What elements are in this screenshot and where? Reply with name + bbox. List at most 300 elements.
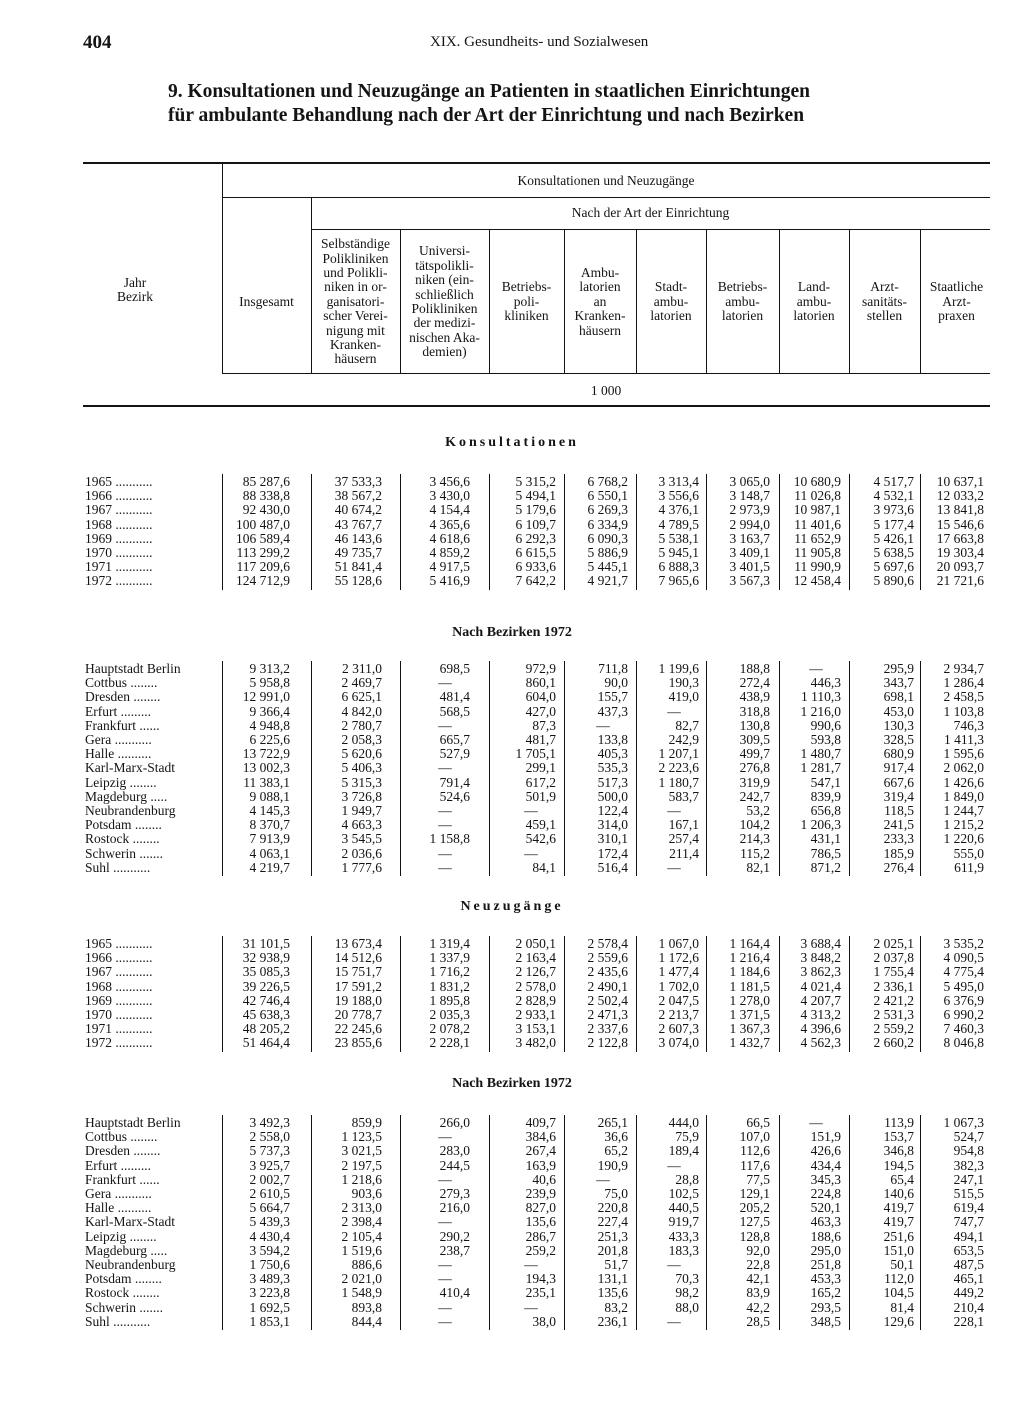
cell-value: 2 558,0 — [249, 1129, 290, 1145]
cell-value: 92 430,0 — [242, 502, 290, 518]
cell-value: 6 225,6 — [249, 732, 290, 747]
cell-value: 37 533,3 — [334, 474, 382, 489]
cell-value: 343,7 — [883, 675, 914, 691]
table-row — [0, 747, 1024, 761]
cell-value: 4 313,2 — [800, 1007, 841, 1022]
cell-value: 2 559,6 — [587, 950, 628, 966]
cell-value: 1 692,5 — [249, 1299, 290, 1315]
cell-value: 346,8 — [883, 1143, 914, 1159]
cell-value: 844,4 — [351, 1313, 382, 1329]
cell-value: 1 367,3 — [729, 1021, 770, 1037]
cell-value: 4 517,7 — [873, 474, 914, 489]
column-divider — [849, 1115, 850, 1330]
cell-value: 190,3 — [668, 675, 699, 691]
cell-value: 83,9 — [746, 1285, 770, 1301]
cell-value: — — [809, 1115, 823, 1130]
page-number: 404 — [83, 32, 112, 53]
cell-value: 1 750,6 — [249, 1257, 290, 1272]
column-divider — [400, 661, 401, 876]
cell-value: 28,5 — [746, 1313, 770, 1329]
cell-value: 542,6 — [525, 831, 556, 847]
cell-value: — — [438, 859, 452, 875]
cell-value: 28,8 — [675, 1171, 699, 1187]
cell-value: 135,6 — [597, 1285, 628, 1301]
cell-value: 6 109,7 — [515, 516, 556, 532]
cell-value: 328,5 — [883, 732, 914, 747]
table-title-line1: 9. Konsultationen und Neuzugänge an Patienten in staatlichen Einrichtungen — [168, 81, 810, 102]
cell-value: 11 905,8 — [794, 545, 841, 560]
cell-value: 4 775,4 — [943, 964, 984, 980]
cell-value: 1 181,5 — [729, 978, 770, 994]
cell-value: 163,9 — [525, 1157, 556, 1173]
cell-value: 527,9 — [439, 746, 470, 762]
column-divider — [489, 1115, 490, 1330]
cell-value: 667,6 — [883, 774, 914, 790]
cell-value: 6 768,2 — [587, 474, 628, 489]
cell-value: 290,2 — [439, 1228, 470, 1244]
cell-value: 5 538,1 — [658, 530, 699, 546]
row-label: Halle .......... — [85, 1200, 152, 1216]
column-divider — [779, 474, 780, 590]
cell-value: 3 567,3 — [729, 573, 770, 589]
cell-value: 11 990,9 — [794, 559, 841, 575]
cell-value: 286,7 — [525, 1228, 556, 1244]
cell-value: 40,6 — [532, 1171, 556, 1187]
cell-value: 2 610,5 — [249, 1186, 290, 1201]
cell-value: 4 917,5 — [429, 559, 470, 575]
column-divider — [636, 1115, 637, 1330]
table-row — [0, 965, 1024, 979]
header-top-rule — [83, 162, 990, 164]
column-divider — [400, 1115, 401, 1330]
row-label: Erfurt ......... — [85, 1157, 151, 1173]
cell-value: 437,3 — [597, 703, 628, 719]
cell-value: 1 206,3 — [800, 817, 841, 833]
cell-value: 405,3 — [597, 746, 628, 762]
cell-value: 4 948,8 — [249, 717, 290, 733]
row-label: Karl-Marx-Stadt — [85, 760, 175, 776]
cell-value: 5 958,8 — [249, 675, 290, 691]
cell-value: 3 074,0 — [658, 1035, 699, 1051]
cell-value: 115,2 — [740, 845, 770, 861]
cell-value: 481,4 — [439, 689, 470, 705]
column-header-4: Betriebs- poli- kliniken — [501, 279, 552, 324]
cell-value: 309,5 — [739, 732, 770, 747]
cell-value: — — [667, 859, 681, 875]
row-label: Dresden ........ — [85, 689, 161, 705]
table-row — [0, 818, 1024, 832]
column-divider — [489, 661, 490, 876]
cell-value: 6 090,3 — [587, 530, 628, 546]
cell-value: — — [667, 803, 681, 818]
table-row — [0, 574, 1024, 588]
cell-value: 1 702,0 — [658, 978, 699, 994]
cell-value: 382,3 — [953, 1157, 984, 1173]
cell-value: 10 680,9 — [793, 474, 841, 489]
table-row — [0, 1315, 1024, 1329]
cell-value: 3 430,0 — [429, 488, 470, 504]
cell-value: 345,3 — [810, 1171, 841, 1187]
column-divider — [706, 474, 707, 590]
cell-value: 860,1 — [525, 675, 556, 691]
cell-value: 3 492,3 — [249, 1115, 290, 1130]
cell-value: 4 396,6 — [800, 1021, 841, 1037]
cell-value: 2 021,0 — [341, 1271, 382, 1287]
table-row — [0, 1230, 1024, 1244]
cell-value: 10 987,1 — [793, 502, 841, 518]
cell-value: 1 480,7 — [800, 746, 841, 762]
cell-value: 38,0 — [532, 1313, 556, 1329]
cell-value: 859,9 — [351, 1115, 382, 1130]
cell-value: 453,0 — [883, 703, 914, 719]
cell-value: 2 994,0 — [729, 516, 770, 532]
table-row — [0, 994, 1024, 1008]
cell-value: 604,0 — [525, 689, 556, 705]
cell-value: 310,1 — [597, 831, 628, 847]
row-label: 1969 ........... — [85, 992, 153, 1008]
cell-value: 188,8 — [739, 661, 770, 676]
row-label: 1969 ........... — [85, 530, 153, 546]
cell-value: 2 036,6 — [341, 845, 382, 861]
cell-value: 409,7 — [525, 1115, 556, 1130]
row-label: 1967 ........... — [85, 502, 153, 518]
cell-value: 2 126,7 — [515, 964, 556, 980]
cell-value: 2 163,4 — [515, 950, 556, 966]
cell-value: 593,8 — [810, 732, 841, 747]
cell-value: 11 652,9 — [794, 530, 841, 546]
group-header-1: Konsultationen und Neuzugänge — [517, 173, 695, 188]
cell-value: 499,7 — [739, 746, 770, 762]
cell-value: 15 546,6 — [936, 516, 984, 532]
table-title — [168, 80, 968, 128]
cell-value: 276,8 — [739, 760, 770, 776]
column-divider — [564, 936, 565, 1052]
table-row — [0, 503, 1024, 517]
cell-value: 236,1 — [597, 1313, 628, 1329]
cell-value: 112,6 — [740, 1143, 770, 1159]
cell-value: 611,9 — [954, 859, 984, 875]
column-divider — [311, 936, 312, 1052]
cell-value: 9 366,4 — [249, 703, 290, 719]
table-row — [0, 733, 1024, 747]
cell-value: 4 365,6 — [429, 516, 470, 532]
cell-value: 133,8 — [597, 732, 628, 747]
cell-value: 517,3 — [597, 774, 628, 790]
cell-value: 45 638,3 — [242, 1007, 290, 1022]
table-row — [0, 546, 1024, 560]
column-divider — [849, 474, 850, 590]
cell-value: 535,3 — [597, 760, 628, 776]
cell-value: 5 315,3 — [341, 774, 382, 790]
cell-value: 1 103,8 — [943, 703, 984, 719]
cell-value: 293,5 — [810, 1299, 841, 1315]
cell-value: 1 281,7 — [800, 760, 841, 776]
cell-value: 547,1 — [810, 774, 841, 790]
cell-value: 410,4 — [439, 1285, 470, 1301]
cell-value: 4 376,1 — [658, 502, 699, 518]
cell-value: — — [438, 1214, 452, 1230]
column-divider — [222, 936, 223, 1052]
cell-value: 2 490,1 — [587, 978, 628, 994]
cell-value: 6 269,3 — [587, 502, 628, 518]
cell-value: 11 026,8 — [794, 488, 841, 504]
row-label: Halle .......... — [85, 746, 152, 762]
cell-value: 5 697,6 — [873, 559, 914, 575]
cell-value: 5 495,0 — [943, 978, 984, 994]
cell-value: 656,8 — [810, 803, 841, 818]
cell-value: 6 292,3 — [515, 530, 556, 546]
cell-value: 5 315,2 — [515, 474, 556, 489]
column-divider — [311, 661, 312, 876]
cell-value: 4 021,4 — [800, 978, 841, 994]
row-label: Rostock ........ — [85, 1285, 160, 1301]
cell-value: 112,0 — [884, 1271, 914, 1287]
table-row — [0, 1036, 1024, 1050]
cell-value: 113,9 — [884, 1115, 914, 1130]
cell-value: 259,2 — [525, 1242, 556, 1258]
row-label: Gera ........... — [85, 1186, 152, 1201]
cell-value: 129,6 — [883, 1313, 914, 1329]
cell-value: 194,5 — [883, 1157, 914, 1173]
column-divider — [849, 936, 850, 1052]
section-title: Konsultationen — [445, 435, 579, 450]
cell-value: 2 197,5 — [341, 1157, 382, 1173]
cell-value: 3 973,6 — [873, 502, 914, 518]
row-label: Neubrandenburg — [85, 1257, 176, 1272]
cell-value: 465,1 — [953, 1271, 984, 1287]
cell-value: 5 445,1 — [587, 559, 628, 575]
column-divider — [706, 936, 707, 1052]
cell-value: — — [438, 717, 452, 733]
cell-value: 747,7 — [953, 1214, 984, 1230]
column-divider — [400, 474, 401, 590]
cell-value: 4 145,3 — [249, 803, 290, 818]
cell-value: 1 548,9 — [341, 1285, 382, 1301]
cell-value: 3 535,2 — [943, 936, 984, 951]
cell-value: 5 179,6 — [515, 502, 556, 518]
cell-value: 1 278,0 — [729, 992, 770, 1008]
table-row — [0, 937, 1024, 951]
cell-value: 244,5 — [439, 1157, 470, 1173]
cell-value: 7 913,9 — [249, 831, 290, 847]
cell-value: 117 209,6 — [236, 559, 290, 575]
cell-value: 251,3 — [597, 1228, 628, 1244]
cell-value: 5 177,4 — [873, 516, 914, 532]
cell-value: 516,4 — [597, 859, 628, 875]
cell-value: 449,2 — [953, 1285, 984, 1301]
row-label: Frankfurt ...... — [85, 1171, 160, 1187]
column-divider — [920, 936, 921, 1052]
table-row — [0, 719, 1024, 733]
cell-value: 1 123,5 — [341, 1129, 382, 1145]
column-header-5: Ambu- latorien an Kranken- häusern — [574, 265, 626, 338]
cell-value: 13 002,3 — [242, 760, 290, 776]
cell-value: 2 105,4 — [341, 1228, 382, 1244]
cell-value: 90,0 — [604, 675, 628, 691]
cell-value: 419,0 — [668, 689, 699, 705]
cell-value: 267,4 — [525, 1143, 556, 1159]
cell-value: 85 287,6 — [242, 474, 290, 489]
cell-value: 127,5 — [739, 1214, 770, 1230]
row-label: Potsdam ........ — [85, 817, 162, 833]
table-row — [0, 1286, 1024, 1300]
cell-value: 214,3 — [739, 831, 770, 847]
table-title-line2: für ambulante Behandlung nach der Art der Einrichtung und nach Bezirken — [168, 105, 805, 126]
cell-value: 348,5 — [810, 1313, 841, 1329]
column-divider — [311, 474, 312, 590]
row-label: 1970 ........... — [85, 545, 153, 560]
row-label: 1972 ........... — [85, 1035, 153, 1051]
cell-value: 2 578,0 — [515, 978, 556, 994]
cell-value: 3 688,4 — [800, 936, 841, 951]
cell-value: 241,5 — [883, 817, 914, 833]
cell-value: 88,0 — [675, 1299, 699, 1315]
cell-value: 2 313,0 — [341, 1200, 382, 1216]
cell-value: 2 047,5 — [658, 992, 699, 1008]
cell-value: 299,1 — [525, 760, 556, 776]
table-row — [0, 518, 1024, 532]
table-row — [0, 676, 1024, 690]
cell-value: 791,4 — [439, 774, 470, 790]
cell-value: 431,1 — [810, 831, 841, 847]
cell-value: 4 842,0 — [341, 703, 382, 719]
cell-value: 122,4 — [597, 803, 628, 818]
cell-value: 1 216,4 — [729, 950, 770, 966]
row-label: Dresden ........ — [85, 1143, 161, 1159]
cell-value: 185,9 — [883, 845, 914, 861]
cell-value: 524,7 — [953, 1129, 984, 1145]
row-label: 1967 ........... — [85, 964, 153, 980]
cell-value: 81,4 — [890, 1299, 914, 1315]
cell-value: 2 502,4 — [587, 992, 628, 1008]
cell-value: 2 828,9 — [515, 992, 556, 1008]
column-divider — [564, 661, 565, 876]
cell-value: — — [438, 760, 452, 776]
cell-value: 233,3 — [883, 831, 914, 847]
column-divider — [636, 474, 637, 590]
cell-value: 438,9 — [739, 689, 770, 705]
cell-value: 17 663,8 — [936, 530, 984, 546]
cell-value: 1 067,0 — [658, 936, 699, 951]
cell-value: — — [438, 1313, 452, 1329]
row-label: Cottbus ........ — [85, 675, 158, 691]
cell-value: — — [667, 1313, 681, 1329]
row-label: Magdeburg ..... — [85, 788, 168, 804]
table-row — [0, 489, 1024, 503]
cell-value: 151,0 — [883, 1242, 914, 1258]
cell-value: 1 853,1 — [249, 1313, 290, 1329]
cell-value: 2 311,0 — [342, 661, 382, 676]
cell-value: 972,9 — [525, 661, 556, 676]
cell-value: 12 033,2 — [936, 488, 984, 504]
cell-value: — — [438, 675, 452, 691]
cell-value: 220,8 — [597, 1200, 628, 1216]
cell-value: 481,7 — [525, 732, 556, 747]
cell-value: 1 164,4 — [729, 936, 770, 951]
row-label: Gera ........... — [85, 732, 152, 747]
cell-value: 42,2 — [746, 1299, 770, 1315]
table-row — [0, 1144, 1024, 1158]
cell-value: 22,8 — [746, 1257, 770, 1272]
table-row — [0, 1022, 1024, 1036]
column-header-6: Stadt- ambu- latorien — [650, 279, 692, 324]
cell-value: 82,1 — [746, 859, 770, 875]
cell-value: — — [438, 1257, 452, 1272]
row-label: Karl-Marx-Stadt — [85, 1214, 175, 1230]
cell-value: — — [667, 1157, 681, 1173]
cell-value: 102,5 — [668, 1186, 699, 1201]
cell-value: 3 223,8 — [249, 1285, 290, 1301]
cell-value: 5 890,6 — [873, 573, 914, 589]
cell-value: 124 712,9 — [236, 573, 290, 589]
cell-value: 140,6 — [883, 1186, 914, 1201]
column-divider — [222, 1115, 223, 1330]
cell-value: 1 895,8 — [429, 992, 470, 1008]
cell-value: 2 933,1 — [515, 1007, 556, 1022]
table-row — [0, 951, 1024, 965]
cell-value: 13 673,4 — [334, 936, 382, 951]
cell-value: 295,0 — [810, 1242, 841, 1258]
cell-value: 130,3 — [883, 717, 914, 733]
header-subgroup-rule — [311, 229, 990, 230]
cell-value: 189,4 — [668, 1143, 699, 1159]
cell-value: 283,0 — [439, 1143, 470, 1159]
cell-value: 1 477,4 — [658, 964, 699, 980]
table-row — [0, 475, 1024, 489]
row-label: Frankfurt ...... — [85, 717, 160, 733]
cell-value: 117,6 — [740, 1157, 770, 1173]
cell-value: 1 949,7 — [341, 803, 382, 818]
cell-value: 4 663,3 — [341, 817, 382, 833]
cell-value: — — [524, 845, 538, 861]
table-row — [0, 1244, 1024, 1258]
cell-value: 515,5 — [953, 1186, 984, 1201]
cell-value: 1 426,6 — [943, 774, 984, 790]
row-label: Magdeburg ..... — [85, 1242, 168, 1258]
column-header-9: Arzt- sanitäts- stellen — [862, 279, 907, 324]
cell-value: 92,0 — [746, 1242, 770, 1258]
cell-value: 6 990,2 — [943, 1007, 984, 1022]
cell-value: 453,3 — [810, 1271, 841, 1287]
cell-value: 427,0 — [525, 703, 556, 719]
cell-value: 104,2 — [739, 817, 770, 833]
column-divider — [636, 936, 637, 1052]
cell-value: 190,9 — [597, 1157, 628, 1173]
cell-value: 183,3 — [668, 1242, 699, 1258]
cell-value: 827,0 — [525, 1200, 556, 1216]
cell-value: 3 726,8 — [341, 788, 382, 804]
cell-value: 65,4 — [890, 1171, 914, 1187]
cell-value: — — [809, 661, 823, 676]
cell-value: 14 512,6 — [334, 950, 382, 966]
table-row — [0, 790, 1024, 804]
cell-value: 88 338,8 — [242, 488, 290, 504]
cell-value: 6 615,5 — [515, 545, 556, 560]
cell-value: 3 153,1 — [515, 1021, 556, 1037]
cell-value: 2 336,1 — [873, 978, 914, 994]
cell-value: 6 933,6 — [515, 559, 556, 575]
cell-value: 4 532,1 — [873, 488, 914, 504]
table-row — [0, 1258, 1024, 1272]
row-label: Potsdam ........ — [85, 1271, 162, 1287]
column-divider — [489, 474, 490, 590]
cell-value: 4 921,7 — [587, 573, 628, 589]
cell-value: 239,9 — [525, 1186, 556, 1201]
table-row — [0, 690, 1024, 704]
cell-value: 65,2 — [604, 1143, 628, 1159]
cell-value: 84,1 — [532, 859, 556, 875]
cell-value: 42 746,4 — [242, 992, 290, 1008]
